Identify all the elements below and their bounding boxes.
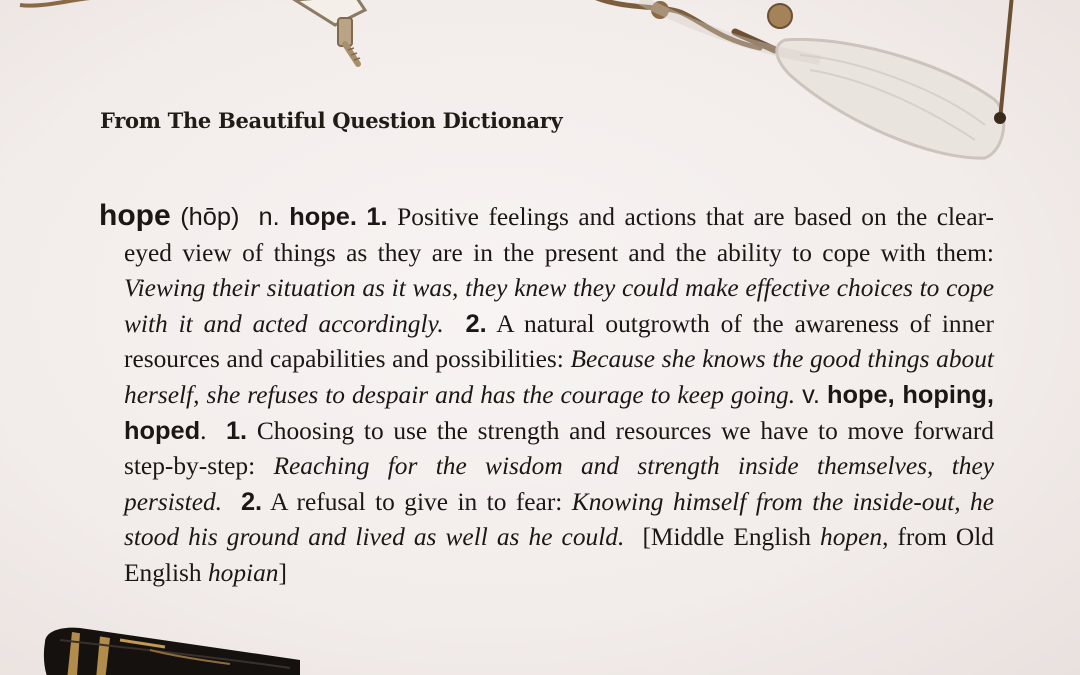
example-text: Because she knows the good things about herself, she refuses to despair and has the courage to keep going. xyxy=(124,345,994,409)
part-of-speech-noun: n. xyxy=(258,203,280,231)
etymology-word: hopian xyxy=(207,558,279,587)
definition-text: A refusal to give in to fear: xyxy=(270,487,563,516)
definition-text: A natural outgrowth of the awareness of inner resources and capabilities and possibilities: xyxy=(124,309,994,374)
example-text: Reaching for the wisdom and strength inside themselves, they persisted. xyxy=(124,452,994,516)
pronunciation: (hōp) xyxy=(180,203,240,231)
sense-number: 1. xyxy=(366,203,388,231)
sense-number: 2. xyxy=(240,487,263,516)
definition-text: Choosing to use the strength and resources we have to move forward step-by-step: xyxy=(124,416,994,481)
sense-number: 1. xyxy=(225,416,248,445)
etymology-word: hopen xyxy=(820,523,883,552)
etymology-close: ] xyxy=(278,558,287,587)
sense-number: 2. xyxy=(465,309,487,338)
example-text: Knowing himself from the inside-out, he stood his ground and lived as well as he could. xyxy=(124,487,994,552)
part-of-speech-verb: v. xyxy=(802,380,820,409)
headword: hope xyxy=(99,199,171,232)
verb-forms: hope, hoping, hoped xyxy=(124,380,994,445)
dictionary-entry: hope (hōp) n. hope. 1. Positive feelings and actions that are based on the clear-eyed view of things as they are in the present and the ability to cope with them: Viewing their situation as it was, they knew they could make effective choices to cope with it and acted accordingly. 2. A natural outgrowth of the awareness of inner resources and capabilities and possibilities: Because she knows the good things about herself, she refuses to despair and has the courage to keep going. v. hope, hoping, hoped. 1. Choosing to use the strength and resources we have to move forward step-by-step: Reaching for the wisdom and strength inside themselves, they persisted. 2. A refusal to give in to fear: Knowing himself from the inside-out, he stood his ground and lived as well as he could. [Middle English hopen, from Old English hopian] xyxy=(99,199,994,587)
page-title: From The Beautiful Question Dictionary xyxy=(100,108,563,133)
etymology-open: [Middle English xyxy=(642,523,811,552)
noun-form: hope. xyxy=(289,203,357,231)
etymology-middle: , from Old English xyxy=(124,523,994,587)
definition-text: Positive feelings and actions that are based on the clear-eyed view of things as they are in the present and the ability to cope with them: xyxy=(124,203,994,267)
example-text: Viewing their situation as it was, they knew they could make effective choices to cope with it and acted accordingly. xyxy=(124,274,994,338)
